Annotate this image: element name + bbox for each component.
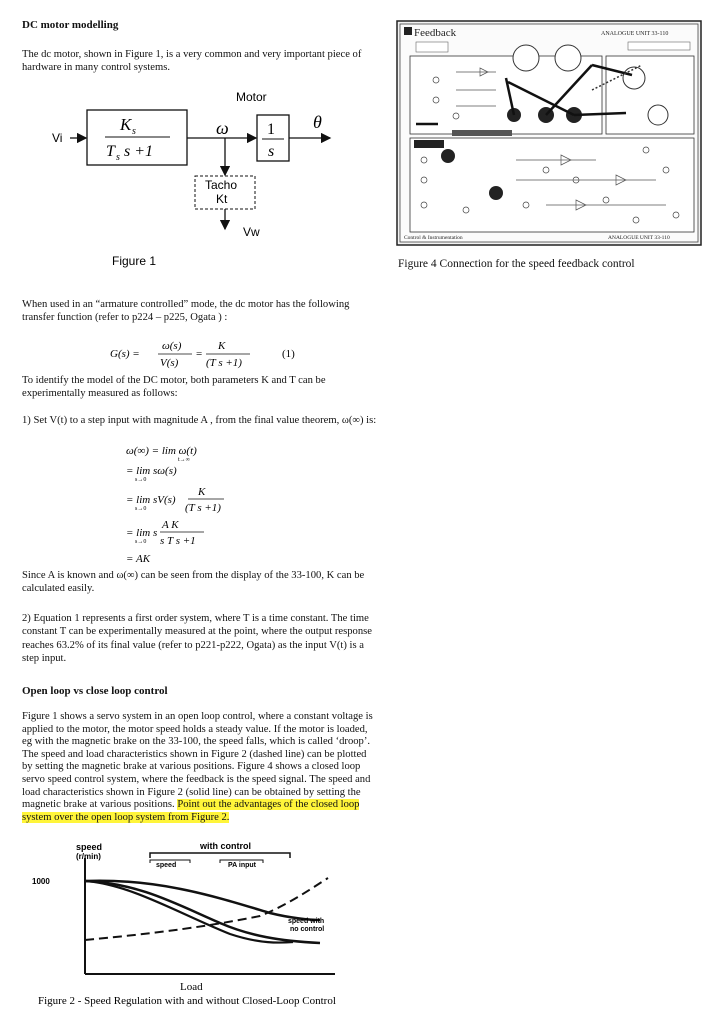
deriv-line-2-sub: s→0 (135, 477, 147, 483)
open-loop-text: Figure 1 shows a servo system in an open loop control, where a constant voltage is applied to the motor, the motor speed holds a steady value. If the motor is loaded, eg with the magnetic brake on the 33-100, the speed falls, which is called ‘droop’. The speed and load characteristics shown in Figure 2 (dashed line) can be plotted by setting the magnetic brake at various positions. Figure 4 shows a closed loop servo speed control system, where the feedback is the speed signal. The speed and load characteristics shown in Figure 2 (solid line) can be obtained by setting the magnetic brake at various positions. (22, 711, 373, 811)
deriv-line-4: = lim s (126, 527, 158, 539)
since-paragraph: Since A is known and ω(∞) can be seen from the display of the 33-100, K can be calculated easily. (22, 570, 365, 595)
deriv-line-3: = lim sV(s) (126, 494, 176, 506)
fig2-speed-tag: speed (156, 862, 177, 869)
integrator-numerator: 1 (267, 121, 275, 138)
intro-paragraph: The dc motor, shown in Figure 1, is a very common and very important piece of hardware in many control systems. (22, 49, 362, 74)
block1-denominator-sub: s (116, 152, 120, 163)
deriv-line-5: = AK (126, 553, 151, 565)
final-value-derivation (120, 440, 320, 570)
figure-2-caption: Figure 2 - Speed Regulation with and without Closed-Loop Control (38, 995, 336, 1007)
highlighted-question: Point out the advantages of the closed loop system over the open loop system from Figure 2. (22, 799, 360, 823)
deriv-line-3-sub: s→0 (135, 506, 147, 512)
armature-paragraph: When used in an “armature controlled” mode, the dc motor has the following transfer function (refer to p224 – p225, Ogata ) : (22, 299, 350, 324)
fig4-knob-5 (489, 186, 503, 200)
deriv-line-3-den: (T s +1) (185, 502, 221, 514)
open-loop-heading: Open loop vs close loop control (22, 685, 168, 697)
fig4-motor-circle (623, 67, 645, 89)
tacho-kt-label: Kt (216, 192, 228, 206)
deriv-line-3-num: K (198, 486, 206, 498)
fig4-meter-2 (555, 45, 581, 71)
eq1-frac2-num: K (218, 340, 226, 352)
deriv-line-2: = lim sω(s) (126, 465, 177, 477)
page-heading: DC motor modelling (22, 19, 119, 31)
eq1-lhs: G(s) = (110, 348, 140, 360)
vw-label: Vw (243, 225, 260, 239)
deriv-line-1-sub: t→∞ (178, 457, 190, 463)
motor-label: Motor (236, 90, 267, 104)
fig2-tick-1000: 1000 (32, 877, 50, 886)
feedback-logo-icon (404, 27, 412, 35)
identify-paragraph: To identify the model of the DC motor, both parameters K and T can be experimentally measured as follows: (22, 375, 326, 400)
figure-4-caption: Figure 4 Connection for the speed feedback control (398, 258, 635, 270)
tacho-label: Tacho (205, 178, 238, 192)
fig4-knob-4 (441, 149, 455, 163)
fig4-brand: Feedback (414, 27, 457, 39)
svg-text:=: = (196, 348, 203, 360)
omega-label: ω (216, 118, 229, 138)
theta-label: θ (313, 112, 322, 132)
fig2-y-label-1: speed (76, 842, 103, 852)
fig2-pa-tag: PA input (228, 862, 256, 869)
block1-numerator-sub: s (132, 126, 136, 137)
fig4-meter-1 (513, 45, 539, 71)
deriv-line-4-num: A K (162, 519, 179, 531)
eq1-frac1-num: ω(s) (162, 340, 182, 352)
block1-denominator: T (106, 143, 115, 160)
eq1-number: (1) (282, 348, 295, 360)
open-loop-paragraph (22, 711, 377, 824)
fig2-no-control-2: no control (290, 926, 325, 933)
fig4-unit-bottom: ANALOGUE UNIT 33-110 (608, 235, 670, 241)
block1-denominator-rest: s +1 (124, 143, 154, 160)
step-1-paragraph: 1) Set V(t) to a step input with magnitude A , from the final value theorem, ω(∞) is: (22, 415, 377, 426)
fig4-unit-top: ANALOGUE UNIT 33-110 (601, 31, 669, 37)
fig4-bottom-left: Control & Instrumentation (404, 235, 463, 241)
figure-2-speed-regulation (30, 838, 370, 1020)
deriv-line-4-den: s T s +1 (160, 535, 196, 547)
fig2-with-control: with control (200, 841, 251, 851)
fig2-y-label-2: (r/min) (76, 852, 101, 861)
fig2-no-control-1: speed with (288, 918, 325, 925)
figure-1-block-diagram (40, 82, 360, 272)
deriv-line-1: ω(∞) = lim ω(t) (126, 445, 197, 457)
figure-1-caption: Figure 1 (112, 254, 157, 268)
deriv-line-4-sub: s→0 (135, 539, 147, 545)
integrator-denominator: s (268, 143, 275, 160)
fig4-top-right-panel (606, 56, 694, 134)
eq1-frac1-den: V(s) (160, 357, 179, 369)
block1-numerator: K (120, 115, 132, 134)
step-2-paragraph: 2) Equation 1 represents a first order system, where T is a time constant. The time constant T can be experimentally measured at the point, where the output response reaches 63.2% of its final value (refer to p221-p222, Ogata) as the input V(t) is a step input. (22, 613, 372, 665)
input-vi-label: Vi (52, 131, 63, 145)
fig2-no-control-curve (85, 881, 320, 943)
fig2-x-label: Load (180, 981, 203, 993)
eq1-frac2-den: (T s +1) (206, 357, 242, 369)
figure-4-analogue-unit-panel (396, 20, 702, 246)
equation-1 (110, 335, 310, 373)
